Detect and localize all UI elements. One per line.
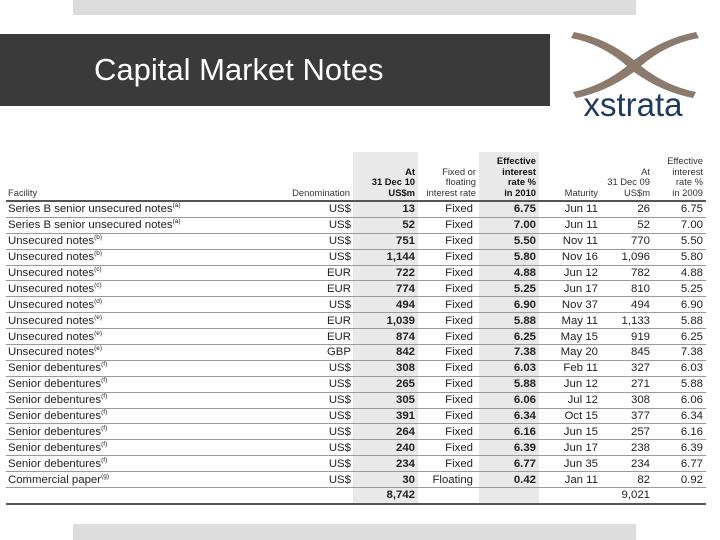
facility-label: Unsecured notes	[8, 282, 95, 295]
footnote-marker: (a)	[172, 218, 181, 226]
effective-rate-2009-cell: 6.90	[653, 297, 706, 313]
facility-label: Unsecured notes	[8, 298, 95, 311]
maturity-cell: May 11	[539, 313, 601, 329]
denomination-cell: EUR	[201, 281, 353, 297]
facility-cell	[6, 472, 201, 488]
rate-type-cell: Fixed	[418, 408, 479, 424]
table-row	[6, 392, 706, 408]
facility-cell	[6, 281, 201, 297]
maturity-cell: Oct 15	[539, 408, 601, 424]
total-empty-cell	[6, 488, 201, 504]
header-rate-type: Fixed or floating interest rate	[426, 165, 476, 198]
maturity-cell: Jun 35	[539, 456, 601, 472]
total-empty-cell	[653, 488, 706, 504]
denomination-cell: US$	[201, 376, 353, 392]
facility-cell	[6, 265, 201, 281]
amount-2010-cell: 13	[353, 201, 418, 217]
denomination-cell: US$	[201, 456, 353, 472]
footnote-marker: (c)	[94, 266, 102, 273]
amount-2010-cell: 494	[353, 297, 418, 313]
maturity-cell: Jun 17	[539, 281, 601, 297]
total-empty-cell	[479, 488, 539, 504]
effective-rate-2009-cell: 7.38	[653, 345, 706, 361]
facility-cell	[6, 360, 201, 376]
table-row	[6, 233, 706, 249]
header-effective-rate-2009: Effective interest rate % in 2009	[667, 155, 703, 198]
denomination-cell: US$	[201, 424, 353, 440]
facility-label: Unsecured notes	[8, 314, 95, 327]
header-at-2010: At 31 Dec 10 US$m	[353, 152, 418, 201]
facility-cell	[6, 392, 201, 408]
effective-rate-2009-cell: 5.25	[653, 281, 706, 297]
maturity-cell: Jul 12	[539, 392, 601, 408]
denomination-cell: US$	[201, 217, 353, 233]
facility-label: Series B senior unsecured notes	[8, 219, 173, 232]
facility-cell	[6, 249, 201, 265]
effective-rate-2009-cell: 6.25	[653, 329, 706, 345]
effective-rate-2010-cell: 7.38	[479, 345, 539, 361]
facility-label: Series B senior unsecured notes	[8, 203, 173, 216]
facility-label: Senior debentures	[8, 410, 102, 423]
amount-2009-cell: 308	[601, 392, 653, 408]
effective-rate-2010-cell: 7.00	[479, 217, 539, 233]
effective-rate-2010-cell: 5.25	[479, 281, 539, 297]
footnote-marker: (c)	[94, 281, 102, 289]
amount-2009-cell: 845	[601, 345, 653, 361]
capital-market-notes-table	[6, 152, 706, 505]
maturity-cell: Feb 11	[539, 360, 601, 376]
amount-2010-cell: 240	[353, 440, 418, 456]
effective-rate-2009-cell: 6.06	[653, 392, 706, 408]
rate-type-cell: Fixed	[418, 456, 479, 472]
amount-2009-cell: 782	[601, 265, 653, 281]
effective-rate-2009-cell: 5.50	[653, 233, 706, 249]
total-2009-cell: 9,021	[601, 488, 653, 504]
denomination-cell: US$	[201, 233, 353, 249]
amount-2010-cell: 264	[353, 424, 418, 440]
maturity-cell: Jun 12	[539, 265, 601, 281]
amount-2010-cell: 1,144	[353, 249, 418, 265]
facility-cell	[6, 201, 201, 217]
rate-type-cell: Fixed	[418, 345, 479, 361]
table-row	[6, 440, 706, 456]
footnote-marker: (b)	[94, 250, 103, 258]
denomination-cell: EUR	[201, 265, 353, 281]
top-decor-band	[73, 0, 636, 15]
table-row	[6, 249, 706, 265]
amount-2009-cell: 919	[601, 329, 653, 345]
facility-cell	[6, 440, 201, 456]
maturity-cell: Jun 11	[539, 201, 601, 217]
amount-2009-cell: 770	[601, 233, 653, 249]
table-row	[6, 281, 706, 297]
effective-rate-2009-cell: 4.88	[653, 265, 706, 281]
effective-rate-2010-cell: 4.88	[479, 265, 539, 281]
denomination-cell: US$	[201, 392, 353, 408]
amount-2009-cell: 494	[601, 297, 653, 313]
effective-rate-2010-cell: 6.16	[479, 424, 539, 440]
footnote-marker: (f)	[101, 456, 108, 464]
header-at-2009: At 31 Dec 09 US$m	[607, 165, 650, 198]
amount-2010-cell: 842	[353, 345, 418, 361]
facility-cell	[6, 408, 201, 424]
maturity-cell: Jun 15	[539, 424, 601, 440]
facility-label: Senior debentures	[8, 378, 102, 391]
effective-rate-2010-cell: 6.39	[479, 440, 539, 456]
rate-type-cell: Fixed	[418, 440, 479, 456]
denomination-cell: US$	[201, 408, 353, 424]
effective-rate-2009-cell: 5.88	[653, 313, 706, 329]
maturity-cell: Nov 37	[539, 297, 601, 313]
effective-rate-2009-cell: 6.34	[653, 408, 706, 424]
facility-cell	[6, 345, 201, 361]
total-empty-cell	[201, 488, 353, 504]
denomination-cell: US$	[201, 440, 353, 456]
maturity-cell: Jun 11	[539, 217, 601, 233]
effective-rate-2009-cell: 6.39	[653, 440, 706, 456]
amount-2009-cell: 26	[601, 201, 653, 217]
facility-cell	[6, 456, 201, 472]
amount-2010-cell: 305	[353, 392, 418, 408]
facility-cell	[6, 233, 201, 249]
total-2010-cell: 8,742	[353, 488, 418, 504]
facility-label: Unsecured notes	[8, 235, 95, 248]
footnote-marker: (f)	[101, 424, 108, 432]
amount-2009-cell: 82	[601, 472, 653, 488]
footnote-marker: (f)	[101, 409, 108, 417]
rate-type-cell: Fixed	[418, 360, 479, 376]
footnote-marker: (e)	[94, 345, 103, 353]
total-empty-cell	[418, 488, 479, 504]
effective-rate-2010-cell: 6.25	[479, 329, 539, 345]
effective-rate-2009-cell: 6.77	[653, 456, 706, 472]
footnote-marker: (g)	[101, 472, 110, 480]
amount-2010-cell: 308	[353, 360, 418, 376]
table-header-row	[6, 152, 706, 201]
amount-2010-cell: 265	[353, 376, 418, 392]
effective-rate-2010-cell: 5.88	[479, 313, 539, 329]
facility-cell	[6, 217, 201, 233]
footnote-marker: (d)	[94, 297, 103, 305]
facility-label: Senior debentures	[8, 394, 102, 407]
total-row	[6, 488, 706, 504]
effective-rate-2010-cell: 6.77	[479, 456, 539, 472]
amount-2009-cell: 238	[601, 440, 653, 456]
table-row	[6, 313, 706, 329]
table-body	[6, 201, 706, 504]
total-empty-cell	[539, 488, 601, 504]
rate-type-cell: Fixed	[418, 249, 479, 265]
rate-type-cell: Fixed	[418, 281, 479, 297]
maturity-cell: Nov 11	[539, 233, 601, 249]
rate-type-cell: Fixed	[418, 313, 479, 329]
rate-type-cell: Fixed	[418, 297, 479, 313]
table-row	[6, 265, 706, 281]
table-row	[6, 376, 706, 392]
footnote-marker: (b)	[94, 234, 103, 242]
rate-type-cell: Fixed	[418, 217, 479, 233]
effective-rate-2009-cell: 6.03	[653, 360, 706, 376]
table-row	[6, 345, 706, 361]
table-row	[6, 424, 706, 440]
facility-label: Senior debentures	[8, 425, 102, 438]
footnote-marker: (f)	[101, 361, 108, 369]
amount-2010-cell: 52	[353, 217, 418, 233]
effective-rate-2009-cell: 6.16	[653, 424, 706, 440]
header-denomination: Denomination	[292, 186, 350, 198]
table-row	[6, 472, 706, 488]
effective-rate-2010-cell: 5.88	[479, 376, 539, 392]
amount-2010-cell: 391	[353, 408, 418, 424]
facility-label: Senior debentures	[8, 362, 102, 375]
denomination-cell: EUR	[201, 329, 353, 345]
effective-rate-2010-cell: 6.03	[479, 360, 539, 376]
effective-rate-2010-cell: 6.06	[479, 392, 539, 408]
facility-label: Unsecured notes	[8, 251, 95, 264]
amount-2010-cell: 30	[353, 472, 418, 488]
denomination-cell: US$	[201, 360, 353, 376]
facility-cell	[6, 424, 201, 440]
header-maturity: Maturity	[564, 186, 598, 198]
footnote-marker: (f)	[101, 377, 108, 385]
rate-type-cell: Fixed	[418, 233, 479, 249]
logo-wordmark: xstrata	[583, 86, 683, 123]
slide-title: Capital Market Notes	[94, 52, 384, 87]
effective-rate-2009-cell: 5.80	[653, 249, 706, 265]
rate-type-cell: Fixed	[418, 376, 479, 392]
amount-2010-cell: 1,039	[353, 313, 418, 329]
amount-2009-cell: 1,096	[601, 249, 653, 265]
xstrata-logo	[566, 30, 701, 125]
amount-2009-cell: 377	[601, 408, 653, 424]
effective-rate-2010-cell: 5.50	[479, 233, 539, 249]
footnote-marker: (e)	[94, 313, 103, 321]
denomination-cell: US$	[201, 472, 353, 488]
table-row	[6, 297, 706, 313]
rate-type-cell: Fixed	[418, 329, 479, 345]
table-row	[6, 329, 706, 345]
rate-type-cell: Fixed	[418, 201, 479, 217]
amount-2010-cell: 722	[353, 265, 418, 281]
facility-cell	[6, 297, 201, 313]
rate-type-cell: Floating	[418, 472, 479, 488]
effective-rate-2010-cell: 5.80	[479, 249, 539, 265]
header-facility: Facility	[8, 186, 38, 198]
table-row	[6, 360, 706, 376]
amount-2009-cell: 810	[601, 281, 653, 297]
table-row	[6, 201, 706, 217]
footnote-marker: (a)	[172, 202, 181, 210]
denomination-cell: US$	[201, 249, 353, 265]
facility-label: Unsecured notes	[8, 267, 95, 279]
capital-market-notes-table-container	[6, 152, 706, 505]
maturity-cell: Jun 12	[539, 376, 601, 392]
amount-2009-cell: 1,133	[601, 313, 653, 329]
rate-type-cell: Fixed	[418, 392, 479, 408]
maturity-cell: Nov 16	[539, 249, 601, 265]
footnote-marker: (f)	[101, 440, 108, 448]
amount-2009-cell: 52	[601, 217, 653, 233]
effective-rate-2010-cell: 6.34	[479, 408, 539, 424]
rate-type-cell: Fixed	[418, 424, 479, 440]
effective-rate-2009-cell: 5.88	[653, 376, 706, 392]
amount-2009-cell: 327	[601, 360, 653, 376]
amount-2010-cell: 234	[353, 456, 418, 472]
effective-rate-2009-cell: 0.92	[653, 472, 706, 488]
maturity-cell: May 20	[539, 345, 601, 361]
bottom-decor-band	[73, 524, 636, 540]
facility-label: Senior debentures	[8, 441, 102, 454]
rate-type-cell: Fixed	[418, 265, 479, 281]
denomination-cell: US$	[201, 297, 353, 313]
facility-cell	[6, 376, 201, 392]
amount-2009-cell: 257	[601, 424, 653, 440]
maturity-cell: Jan 11	[539, 472, 601, 488]
facility-label: Unsecured notes	[8, 346, 95, 359]
facility-cell	[6, 313, 201, 329]
maturity-cell: Jun 17	[539, 440, 601, 456]
effective-rate-2010-cell: 0.42	[479, 472, 539, 488]
amount-2009-cell: 271	[601, 376, 653, 392]
maturity-cell: May 15	[539, 329, 601, 345]
amount-2009-cell: 234	[601, 456, 653, 472]
effective-rate-2009-cell: 7.00	[653, 217, 706, 233]
footnote-marker: (e)	[94, 329, 103, 337]
amount-2010-cell: 751	[353, 233, 418, 249]
footnote-marker: (f)	[101, 393, 108, 401]
table-row	[6, 456, 706, 472]
denomination-cell: US$	[201, 201, 353, 217]
effective-rate-2010-cell: 6.75	[479, 201, 539, 217]
table-row	[6, 408, 706, 424]
amount-2010-cell: 874	[353, 329, 418, 345]
facility-label: Senior debentures	[8, 457, 102, 470]
facility-cell	[6, 329, 201, 345]
denomination-cell: GBP	[201, 345, 353, 361]
effective-rate-2009-cell: 6.75	[653, 201, 706, 217]
table-row	[6, 217, 706, 233]
amount-2010-cell: 774	[353, 281, 418, 297]
denomination-cell: EUR	[201, 313, 353, 329]
effective-rate-2010-cell: 6.90	[479, 297, 539, 313]
header-effective-rate-2010: Effective interest rate % in 2010	[479, 152, 539, 201]
facility-label: Commercial paper	[8, 473, 102, 486]
facility-label: Unsecured notes	[8, 330, 95, 343]
